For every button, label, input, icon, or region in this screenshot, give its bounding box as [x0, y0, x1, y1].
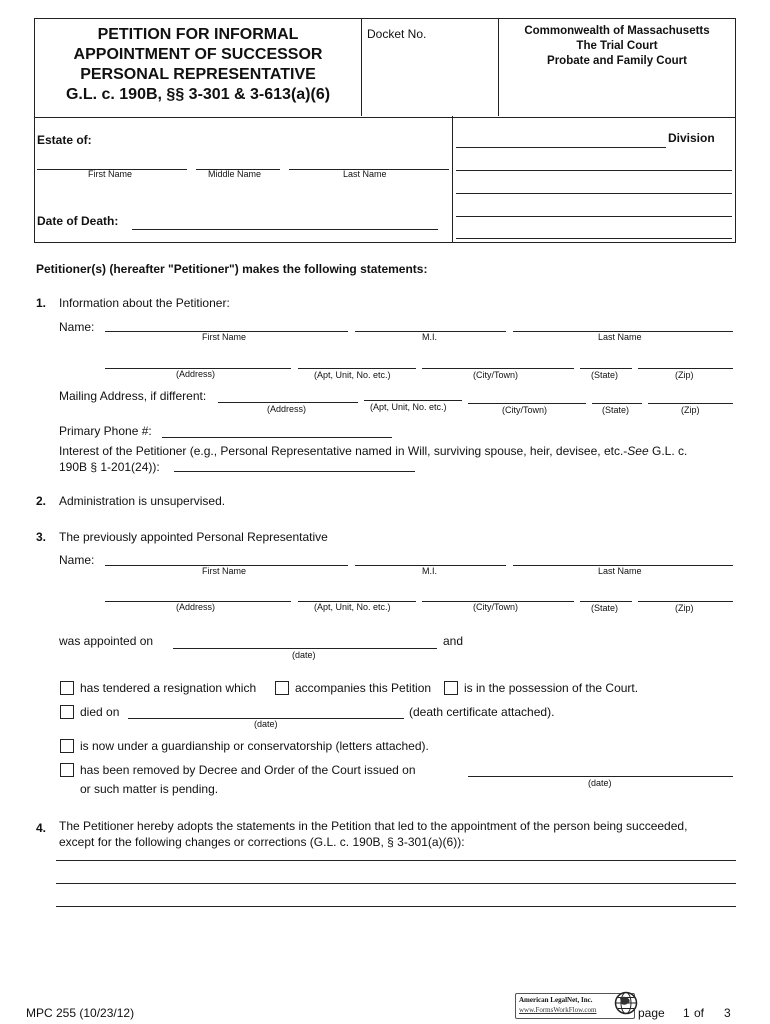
- docket-field[interactable]: [365, 44, 495, 112]
- section-4-number: 4.: [36, 821, 47, 835]
- title-line-2: APPOINTMENT OF SUCCESSOR: [73, 46, 323, 63]
- estate-divider: [452, 116, 453, 242]
- interest-text-part-2: G.L. c.: [648, 444, 688, 458]
- estate-of-label: Estate of:: [37, 133, 92, 147]
- appointed-on-date-input[interactable]: [173, 648, 437, 649]
- court-name: [500, 24, 734, 69]
- interest-see: See: [627, 444, 649, 458]
- date-of-death-input[interactable]: [132, 229, 438, 230]
- section-1-number: 1.: [36, 296, 47, 310]
- court-line-1: Commonwealth of Massachusetts: [524, 25, 710, 37]
- mailing-apt-caption: (Apt, Unit, No. etc.): [370, 402, 447, 412]
- died-on-label: died on: [80, 705, 120, 719]
- petitioner-first-name-caption: First Name: [202, 332, 247, 342]
- globe-icon: [614, 991, 638, 1015]
- mailing-city-input[interactable]: [468, 403, 586, 404]
- interest-text-line-2: 190B § 1-201(24)):: [59, 460, 160, 474]
- division-line-4[interactable]: [456, 216, 732, 217]
- mailing-address-input[interactable]: [218, 402, 358, 403]
- header-divider-2: [498, 18, 499, 116]
- petitioner-address-caption: (Address): [176, 369, 216, 379]
- date-of-death-label: Date of Death:: [37, 214, 119, 228]
- petitioner-statement-intro: Petitioner(s) (hereafter "Petitioner") makes the following statements:: [36, 262, 428, 276]
- petitioner-city-input[interactable]: [422, 368, 574, 369]
- header-divider-1: [361, 18, 362, 116]
- guardianship-label: is now under a guardianship or conservatorship (letters attached).: [80, 739, 429, 753]
- accompanies-petition-label: accompanies this Petition: [295, 681, 432, 695]
- primary-phone-input[interactable]: [162, 437, 392, 438]
- death-certificate-label: (death certificate attached).: [409, 705, 555, 719]
- division-line-2[interactable]: [456, 170, 732, 171]
- page-label: page: [638, 1006, 665, 1020]
- mailing-state-input[interactable]: [592, 403, 642, 404]
- pending-label: or such matter is pending.: [80, 782, 219, 796]
- prior-pr-zip-caption: (Zip): [675, 603, 694, 613]
- logo-line-1: American LegalNet, Inc.: [519, 996, 593, 1004]
- died-date-caption: (date): [254, 719, 278, 729]
- section-3-number: 3.: [36, 530, 47, 544]
- petitioner-last-name-caption: Last Name: [598, 332, 642, 342]
- accompanies-petition-checkbox[interactable]: [275, 681, 289, 695]
- petitioner-apt-caption: (Apt, Unit, No. etc.): [314, 370, 391, 380]
- appointed-on-label: was appointed on: [59, 634, 154, 648]
- prior-pr-first-name-caption: First Name: [202, 566, 247, 576]
- mailing-zip-input[interactable]: [648, 403, 733, 404]
- died-on-checkbox[interactable]: [60, 705, 74, 719]
- page-of: of: [694, 1006, 705, 1020]
- prior-pr-zip-input[interactable]: [638, 601, 733, 602]
- prior-pr-address-caption: (Address): [176, 602, 216, 612]
- title-line-3: PERSONAL REPRESENTATIVE: [80, 66, 316, 83]
- interest-text-part-1: Interest of the Petitioner (e.g., Personal Representative named in Will, surviving spouse, heir, devisee, etc.-: [59, 444, 628, 458]
- title-line-1: PETITION FOR INFORMAL: [97, 26, 299, 43]
- guardianship-checkbox[interactable]: [60, 739, 74, 753]
- interest-text: [59, 444, 739, 458]
- corrections-line-1[interactable]: [56, 860, 736, 861]
- corrections-line-2[interactable]: [56, 883, 736, 884]
- mailing-address-label: Mailing Address, if different:: [59, 389, 207, 403]
- petitioner-zip-caption: (Zip): [675, 370, 694, 380]
- interest-input[interactable]: [174, 471, 415, 472]
- last-name-caption: Last Name: [343, 169, 387, 179]
- division-label: Division: [668, 131, 715, 145]
- removed-checkbox[interactable]: [60, 763, 74, 777]
- court-line-2: The Trial Court: [576, 40, 658, 52]
- section-2-text: Administration is unsupervised.: [59, 494, 226, 508]
- petitioner-name-label: Name:: [59, 320, 95, 334]
- logo-line-2: www.FormsWorkFlow.com: [519, 1006, 597, 1014]
- mailing-zip-caption: (Zip): [681, 405, 700, 415]
- prior-pr-mi-caption: M.I.: [422, 566, 437, 576]
- prior-pr-city-caption: (City/Town): [473, 602, 519, 612]
- petitioner-state-caption: (State): [591, 370, 619, 380]
- prior-pr-apt-caption: (Apt, Unit, No. etc.): [314, 602, 391, 612]
- mailing-city-caption: (City/Town): [502, 405, 548, 415]
- section-1-heading: Information about the Petitioner:: [59, 296, 230, 310]
- prior-pr-state-input[interactable]: [580, 601, 632, 602]
- publisher-logo: [515, 993, 635, 1019]
- removed-date-input[interactable]: [468, 776, 733, 777]
- docket-label: Docket No.: [367, 27, 427, 41]
- form-title: [36, 25, 360, 105]
- possession-of-court-checkbox[interactable]: [444, 681, 458, 695]
- section-3-heading: The previously appointed Personal Representative: [59, 530, 328, 544]
- petitioner-apt-input[interactable]: [298, 368, 416, 369]
- removed-label: has been removed by Decree and Order of the Court issued on: [80, 763, 416, 777]
- possession-of-court-label: is in the possession of the Court.: [464, 681, 639, 695]
- prior-pr-state-caption: (State): [591, 603, 619, 613]
- petitioner-city-caption: (City/Town): [473, 370, 519, 380]
- section-4-text-line-2: except for the following changes or corrections (G.L. c. 190B, § 3-301(a)(6)):: [59, 835, 465, 849]
- page-number: 1: [683, 1006, 690, 1020]
- removed-date-caption: (date): [588, 778, 612, 788]
- resignation-checkbox[interactable]: [60, 681, 74, 695]
- court-line-3: Probate and Family Court: [547, 55, 687, 67]
- petitioner-zip-input[interactable]: [638, 368, 733, 369]
- petitioner-state-input[interactable]: [580, 368, 632, 369]
- form-id: MPC 255 (10/23/12): [26, 1006, 135, 1020]
- middle-name-caption: Middle Name: [208, 169, 262, 179]
- mailing-state-caption: (State): [602, 405, 630, 415]
- section-4-text-line-1: The Petitioner hereby adopts the statements in the Petition that led to the appointment of the person being succeeded,: [59, 819, 688, 833]
- resignation-label: has tendered a resignation which: [80, 681, 257, 695]
- appointed-date-caption: (date): [292, 650, 316, 660]
- division-input[interactable]: [456, 147, 666, 148]
- page-total: 3: [724, 1006, 731, 1020]
- mailing-address-caption: (Address): [267, 404, 307, 414]
- prior-pr-name-label: Name:: [59, 553, 95, 567]
- prior-pr-last-name-caption: Last Name: [598, 566, 642, 576]
- primary-phone-label: Primary Phone #:: [59, 424, 152, 438]
- and-label: and: [443, 634, 464, 648]
- division-line-5[interactable]: [456, 238, 732, 239]
- corrections-line-3[interactable]: [56, 906, 736, 907]
- petitioner-mi-caption: M.I.: [422, 332, 437, 342]
- first-name-caption: First Name: [88, 169, 133, 179]
- mailing-apt-input[interactable]: [364, 400, 462, 401]
- section-2-number: 2.: [36, 494, 47, 508]
- division-line-3[interactable]: [456, 193, 732, 194]
- title-line-4: G.L. c. 190B, §§ 3-301 & 3-613(a)(6): [65, 86, 331, 103]
- estate-box: [34, 116, 736, 243]
